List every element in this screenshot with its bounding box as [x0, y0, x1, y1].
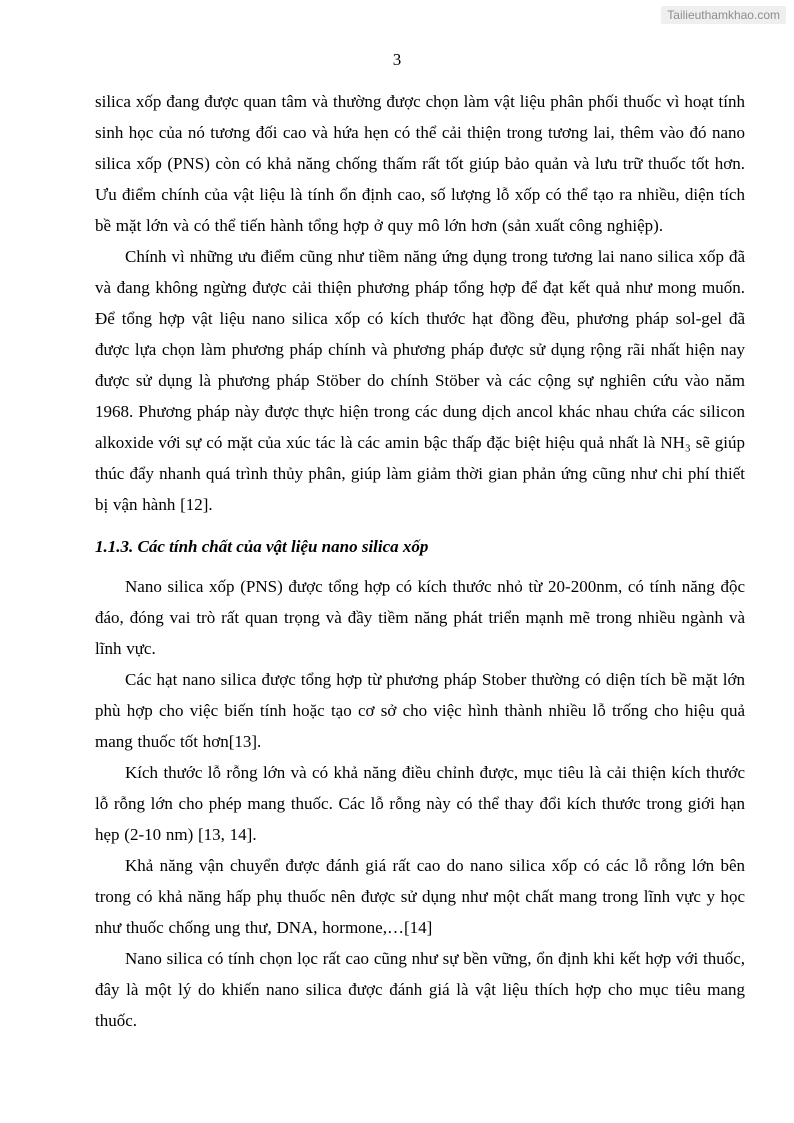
paragraph: silica xốp đang được quan tâm và thường được chọn làm vật liệu phân phối thuốc vì hoạt tính sinh học của nó tương đối cao và hứa hẹn có thể cải thiện trong tương lai, thêm vào đó nano silica xốp (PNS) còn có khả năng chống thấm rất tốt giúp bảo quản và lưu trữ thuốc tốt hơn. Ưu điểm chính của vật liệu là tính ổn định cao, số lượng lỗ xốp có thể tạo ra nhiều, diện tích bề mặt lớn và có thể tiến hành tổng hợp ở quy mô lớn hơn (sản xuất công nghiệp). — [95, 92, 745, 235]
page-number: 3 — [392, 50, 402, 69]
paragraph: Chính vì những ưu điểm cũng như tiềm năng ứng dụng trong tương lai nano silica xốp đã và đang không ngừng được cải thiện phương pháp tổng hợp để đạt kết quả như mong muốn. Để tổng hợp vật liệu nano silica xốp có kích thước hạt đồng đều, phương pháp sol-gel đã được lựa chọn làm phương pháp chính và phương pháp được sử dụng rộng rãi nhất hiện nay được sử dụng là phương pháp Stöber do chính Stöber và các cộng sự nghiên cứu vào năm 1968. Phương pháp này được thực hiện trong các dung dịch ancol khác nhau chứa các silicon alkoxide với sự có mặt của xúc tác là các amin bậc thấp đặc biệt hiệu quả nhất là NH₃ sẽ giúp thúc đẩy nhanh quá trình thủy phân, giúp làm giảm thời gian phản ứng cũng như chi phí thiết bị vận hành [12]. — [95, 247, 745, 514]
paragraph: Các hạt nano silica được tổng hợp từ phương pháp Stober thường có diện tích bề mặt lớn phù hợp cho việc biến tính hoặc tạo cơ sở cho việc hình thành nhiều lỗ trống cho hiệu quả mang thuốc tốt hơn[13]. — [95, 670, 745, 751]
section-heading: 1.1.3. Các tính chất của vật liệu nano silica xốp — [95, 537, 429, 556]
watermark: Tailieuthamkhao.com — [661, 6, 786, 24]
paragraph: Khả năng vận chuyển được đánh giá rất cao do nano silica xốp có các lỗ rỗng lớn bên trong có khả năng hấp phụ thuốc nên được sử dụng như một chất mang trong lĩnh vực y học như thuốc chống ung thư, DNA, hormone,…[14] — [95, 856, 745, 937]
paragraph: Kích thước lỗ rỗng lớn và có khả năng điều chỉnh được, mục tiêu là cải thiện kích thước lỗ rỗng lớn cho phép mang thuốc. Các lỗ rỗng này có thể thay đổi kích thước trong giới hạn hẹp (2-10 nm) [13, 14]. — [95, 763, 745, 844]
page-content — [95, 86, 745, 1036]
paragraph: Nano silica xốp (PNS) được tổng hợp có kích thước nhỏ từ 20-200nm, có tính năng độc đáo, đóng vai trò rất quan trọng và đầy tiềm năng phát triển mạnh mẽ trong nhiều ngành và lĩnh vực. — [95, 577, 745, 658]
paragraph: Nano silica có tính chọn lọc rất cao cũng như sự bền vững, ổn định khi kết hợp với thuốc, đây là một lý do khiến nano silica được đánh giá là vật liệu thích hợp cho mục tiêu mang thuốc. — [95, 949, 745, 1030]
